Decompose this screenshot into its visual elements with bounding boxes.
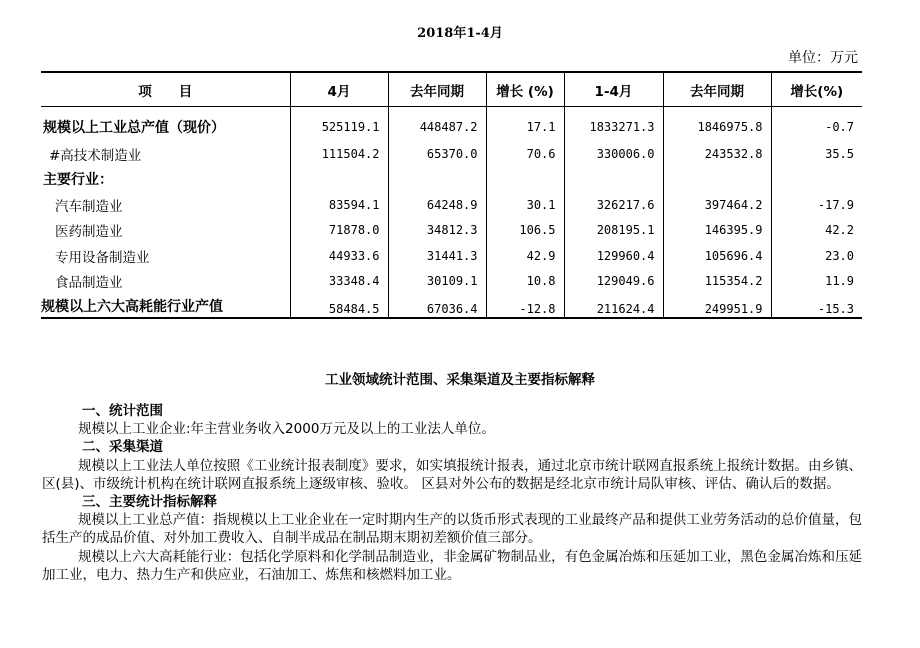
cell-value: 65370.0 [388, 141, 486, 167]
cell-value: 67036.4 [388, 294, 486, 318]
row-label: 规模以上工业总产值（现价） [43, 120, 225, 136]
cell-value: 1833271.3 [564, 107, 663, 142]
cell-value: 106.5 [486, 218, 564, 244]
cell-value: 83594.1 [290, 192, 388, 218]
cell-value: 129960.4 [564, 243, 663, 269]
cell-value: 146395.9 [663, 218, 771, 244]
industry-stats-table [41, 71, 862, 319]
report-period-title: 2018年1-4月 [417, 26, 503, 41]
cell-value: 71878.0 [290, 218, 388, 244]
cell-value [771, 167, 862, 193]
cell-value: 44933.6 [290, 243, 388, 269]
cell-value: 11.9 [771, 269, 862, 295]
header-item: 项 目 [41, 72, 290, 107]
table-row [41, 294, 862, 318]
section-paragraph: 规模以上六大高耗能行业：包括化学原料和化学制品制造业，非金属矿物制品业，有色金属冶炼和压延加工业，黑色金属冶炼和压延加工业，电力、热力生产和供应业，石油加工、炼焦和核燃料加工业。 [42, 548, 862, 583]
section-paragraph: 规模以上工业法人单位按照《工业统计报表制度》要求，如实填报统计报表，通过北京市统计联网直报系统上报统计数据。由乡镇、区(县)、市级统计机构在统计联网直报系统上逐级审核、验收。 区县对外公布的数据是经北京市统计局队审核、评估、确认后的数据。 [42, 457, 862, 492]
cell-value: 111504.2 [290, 141, 388, 167]
explanation-title: 工业领域统计范围、采集渠道及主要指标解释 [325, 372, 595, 388]
row-label: 汽车制造业 [55, 198, 123, 215]
cell-value: -17.9 [771, 192, 862, 218]
cell-value: 34812.3 [388, 218, 486, 244]
cell-value: 525119.1 [290, 107, 388, 142]
cell-value: 105696.4 [663, 243, 771, 269]
row-label: #高技术制造业 [49, 147, 142, 164]
cell-value: 70.6 [486, 141, 564, 167]
section-heading-scope: 一、统计范围 [82, 403, 163, 419]
cell-value: 208195.1 [564, 218, 663, 244]
cell-value [663, 167, 771, 193]
cell-value [564, 167, 663, 193]
cell-value: 17.1 [486, 107, 564, 142]
cell-value [486, 167, 564, 193]
cell-value: 31441.3 [388, 243, 486, 269]
table-row [41, 243, 862, 269]
cell-value: 129049.6 [564, 269, 663, 295]
cell-value: -0.7 [771, 107, 862, 142]
cell-value: -15.3 [771, 294, 862, 318]
cell-value: 115354.2 [663, 269, 771, 295]
table-row [41, 107, 862, 142]
header-growth-april: 增长 (%) [486, 72, 564, 107]
cell-value: 243532.8 [663, 141, 771, 167]
cell-value: 326217.6 [564, 192, 663, 218]
row-label: 规模以上六大高耗能行业产值 [41, 294, 290, 318]
cell-value: -12.8 [486, 294, 564, 318]
cell-value: 330006.0 [564, 141, 663, 167]
header-last-year-jan-apr: 去年同期 [663, 72, 771, 107]
table-row [41, 167, 862, 193]
table-header-row [41, 72, 862, 107]
cell-value [388, 167, 486, 193]
table-row [41, 141, 862, 167]
row-label: 主要行业： [43, 172, 113, 189]
cell-value: 58484.5 [290, 294, 388, 318]
cell-value: 23.0 [771, 243, 862, 269]
section-heading-channel: 二、采集渠道 [82, 439, 163, 456]
cell-value: 35.5 [771, 141, 862, 167]
table-row [41, 269, 862, 295]
cell-value: 42.9 [486, 243, 564, 269]
cell-value: 1846975.8 [663, 107, 771, 142]
header-jan-apr: 1-4月 [564, 72, 663, 107]
row-label: 食品制造业 [55, 275, 123, 292]
cell-value: 448487.2 [388, 107, 486, 142]
cell-value: 10.8 [486, 269, 564, 295]
header-last-year-april: 去年同期 [388, 72, 486, 107]
section-paragraph: 规模以上工业总产值：指规模以上工业企业在一定时期内生产的以货币形式表现的工业最终产品和提供工业劳务活动的总价值量，包括生产的成品价值、对外加工费收入、自制半成品在制品期末期初差额价值三部分。 [42, 512, 862, 547]
explanation-body [42, 402, 862, 584]
header-april: 4月 [290, 72, 388, 107]
section-paragraph: 规模以上工业企业:年主营业务收入2000万元及以上的工业法人单位。 [78, 421, 495, 438]
cell-value [290, 167, 388, 193]
cell-value: 33348.4 [290, 269, 388, 295]
row-label: 医药制造业 [55, 224, 123, 241]
cell-value: 397464.2 [663, 192, 771, 218]
cell-value: 64248.9 [388, 192, 486, 218]
cell-value: 42.2 [771, 218, 862, 244]
unit-label: 单位：万元 [788, 50, 858, 66]
cell-value: 30.1 [486, 192, 564, 218]
header-growth-jan-apr: 增长(%) [771, 72, 862, 107]
table-row [41, 218, 862, 244]
cell-value: 249951.9 [663, 294, 771, 318]
section-heading-indicators: 三、主要统计指标解释 [82, 494, 217, 511]
cell-value: 30109.1 [388, 269, 486, 295]
table-row [41, 192, 862, 218]
row-label: 专用设备制造业 [55, 249, 150, 266]
cell-value: 211624.4 [564, 294, 663, 318]
